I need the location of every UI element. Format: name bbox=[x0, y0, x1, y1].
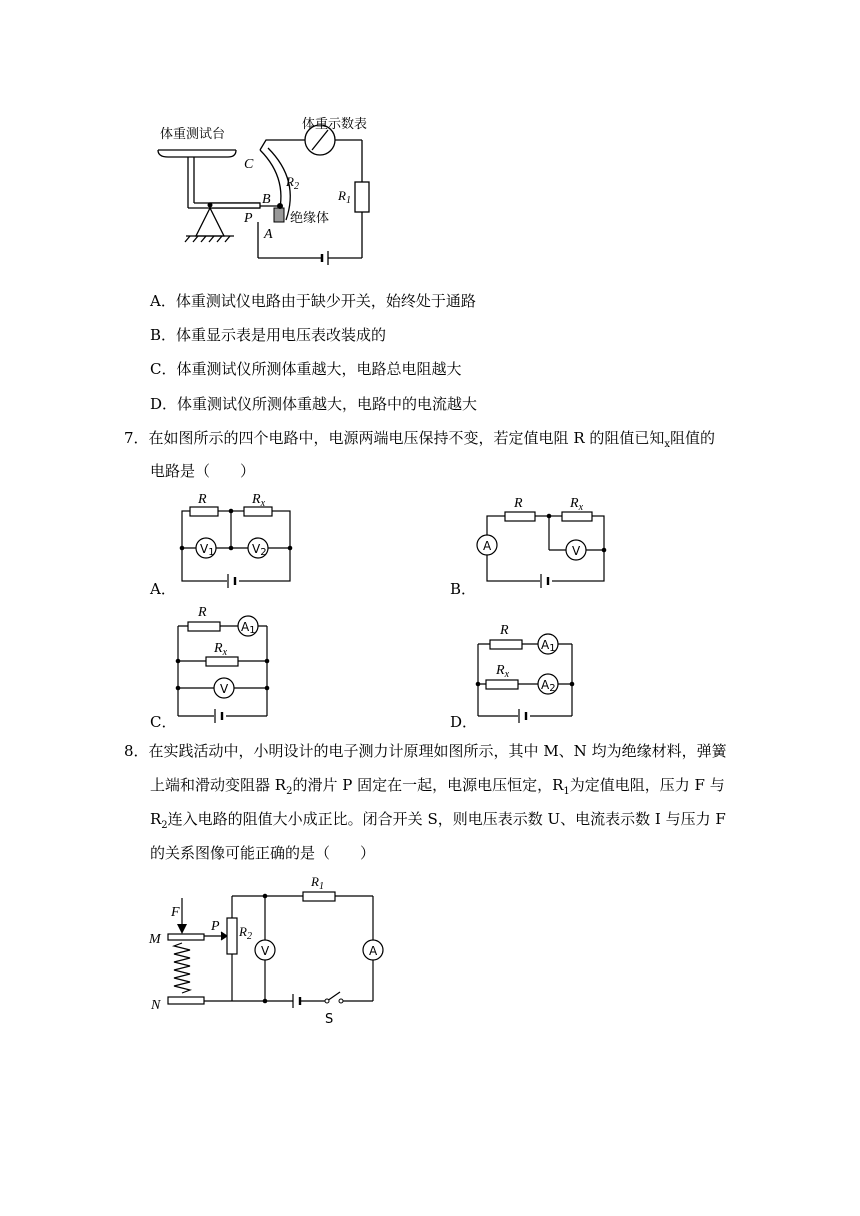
svg-text:A1: A1 bbox=[541, 638, 556, 654]
point-b-label: B bbox=[262, 192, 271, 207]
meter-label: 体重示数表 bbox=[302, 117, 368, 132]
q7-stem-line1: 7．在如图所示的四个电路中，电源两端电压保持不变，若定值电阻 R 的阻值已知$_x$阻值的 bbox=[124, 429, 716, 450]
svg-text:Rx: $R_x$ bbox=[496, 663, 510, 680]
svg-text:F: F bbox=[171, 905, 180, 920]
q7-circuit-a bbox=[172, 485, 297, 590]
svg-text:V: V bbox=[261, 944, 270, 958]
svg-text:V1: V1 bbox=[200, 542, 215, 558]
svg-text:R1: $R_1$ bbox=[311, 874, 324, 892]
q8-stem-line4: 的关系图像可能正确的是（ ） bbox=[150, 844, 376, 862]
q7-option-c-label: C． bbox=[150, 713, 177, 731]
insulator-shape bbox=[274, 208, 284, 222]
q6-option-d: D．体重测试仪所测体重越大，电路中的电流越大 bbox=[150, 395, 478, 413]
q7-option-d-label: D． bbox=[450, 713, 478, 731]
svg-text:M: M bbox=[149, 932, 161, 947]
svg-text:Rx: $R_x$ bbox=[214, 641, 228, 658]
force-meter-circuit-figure bbox=[145, 868, 395, 1028]
platform-shape bbox=[158, 150, 236, 157]
svg-text:R: R bbox=[198, 492, 207, 507]
svg-text:P: P bbox=[211, 919, 220, 934]
svg-text:R: R bbox=[514, 496, 523, 511]
q7-circuit-d bbox=[470, 618, 585, 723]
q6-option-c: C．体重测试仪所测体重越大，电路总电阻越大 bbox=[150, 360, 462, 378]
q7-option-a-label: A． bbox=[150, 580, 176, 598]
svg-text:A2: A2 bbox=[541, 678, 556, 694]
q6-option-b: B．体重显示表是用电压表改装成的 bbox=[150, 326, 387, 344]
svg-text:A: A bbox=[369, 944, 378, 958]
q7-circuit-c bbox=[170, 598, 280, 723]
svg-text:A: A bbox=[483, 539, 492, 553]
svg-text:Rx: $R_x$ bbox=[570, 496, 584, 513]
svg-text:N: N bbox=[151, 998, 161, 1013]
point-p-label: P bbox=[244, 211, 253, 226]
point-a-label: A bbox=[264, 227, 273, 242]
weighing-scale-circuit-figure bbox=[150, 110, 390, 275]
q8-stem-line1: 8．在实践活动中，小明设计的电子测力计原理如图所示，其中 M、N 均为绝缘材料，弹簧 bbox=[124, 742, 727, 760]
q6-option-a: A．体重测试仪电路由于缺少开关，始终处于通路 bbox=[150, 292, 476, 310]
svg-text:R: R bbox=[198, 605, 207, 620]
r1-label: $R_1$ bbox=[338, 188, 351, 206]
q7-circuit-b bbox=[472, 485, 612, 590]
q8-stem-line2: 上端和滑动变阻器 $R_2$的滑片 P 固定在一起，电源电压恒定，$R_1$为定值电阻，压力 F 与 bbox=[150, 776, 725, 797]
insulator-label: 绝缘体 bbox=[290, 211, 330, 226]
svg-text:Rx: $R_x$ bbox=[252, 492, 266, 509]
q7-option-b-label: B． bbox=[450, 580, 477, 598]
svg-text:A1: A1 bbox=[241, 620, 256, 636]
point-c-label: C bbox=[244, 157, 254, 172]
svg-text:V: V bbox=[220, 682, 229, 696]
svg-text:V: V bbox=[572, 544, 581, 558]
r2-label: $R_2$ bbox=[286, 174, 299, 192]
svg-text:R2: $R_2$ bbox=[239, 924, 252, 942]
q8-stem-line3: $R_2$连入电路的阻值大小成正比。闭合开关 S，则电压表示数 U、电流表示数 I 与压力 F bbox=[150, 810, 726, 831]
platform-label: 体重测试台 bbox=[160, 127, 226, 142]
svg-text:R: R bbox=[500, 623, 509, 638]
svg-text:S: S bbox=[325, 1012, 334, 1027]
q7-stem-line2: 电路是（ ） bbox=[150, 462, 256, 480]
svg-text:V2: V2 bbox=[252, 542, 267, 558]
